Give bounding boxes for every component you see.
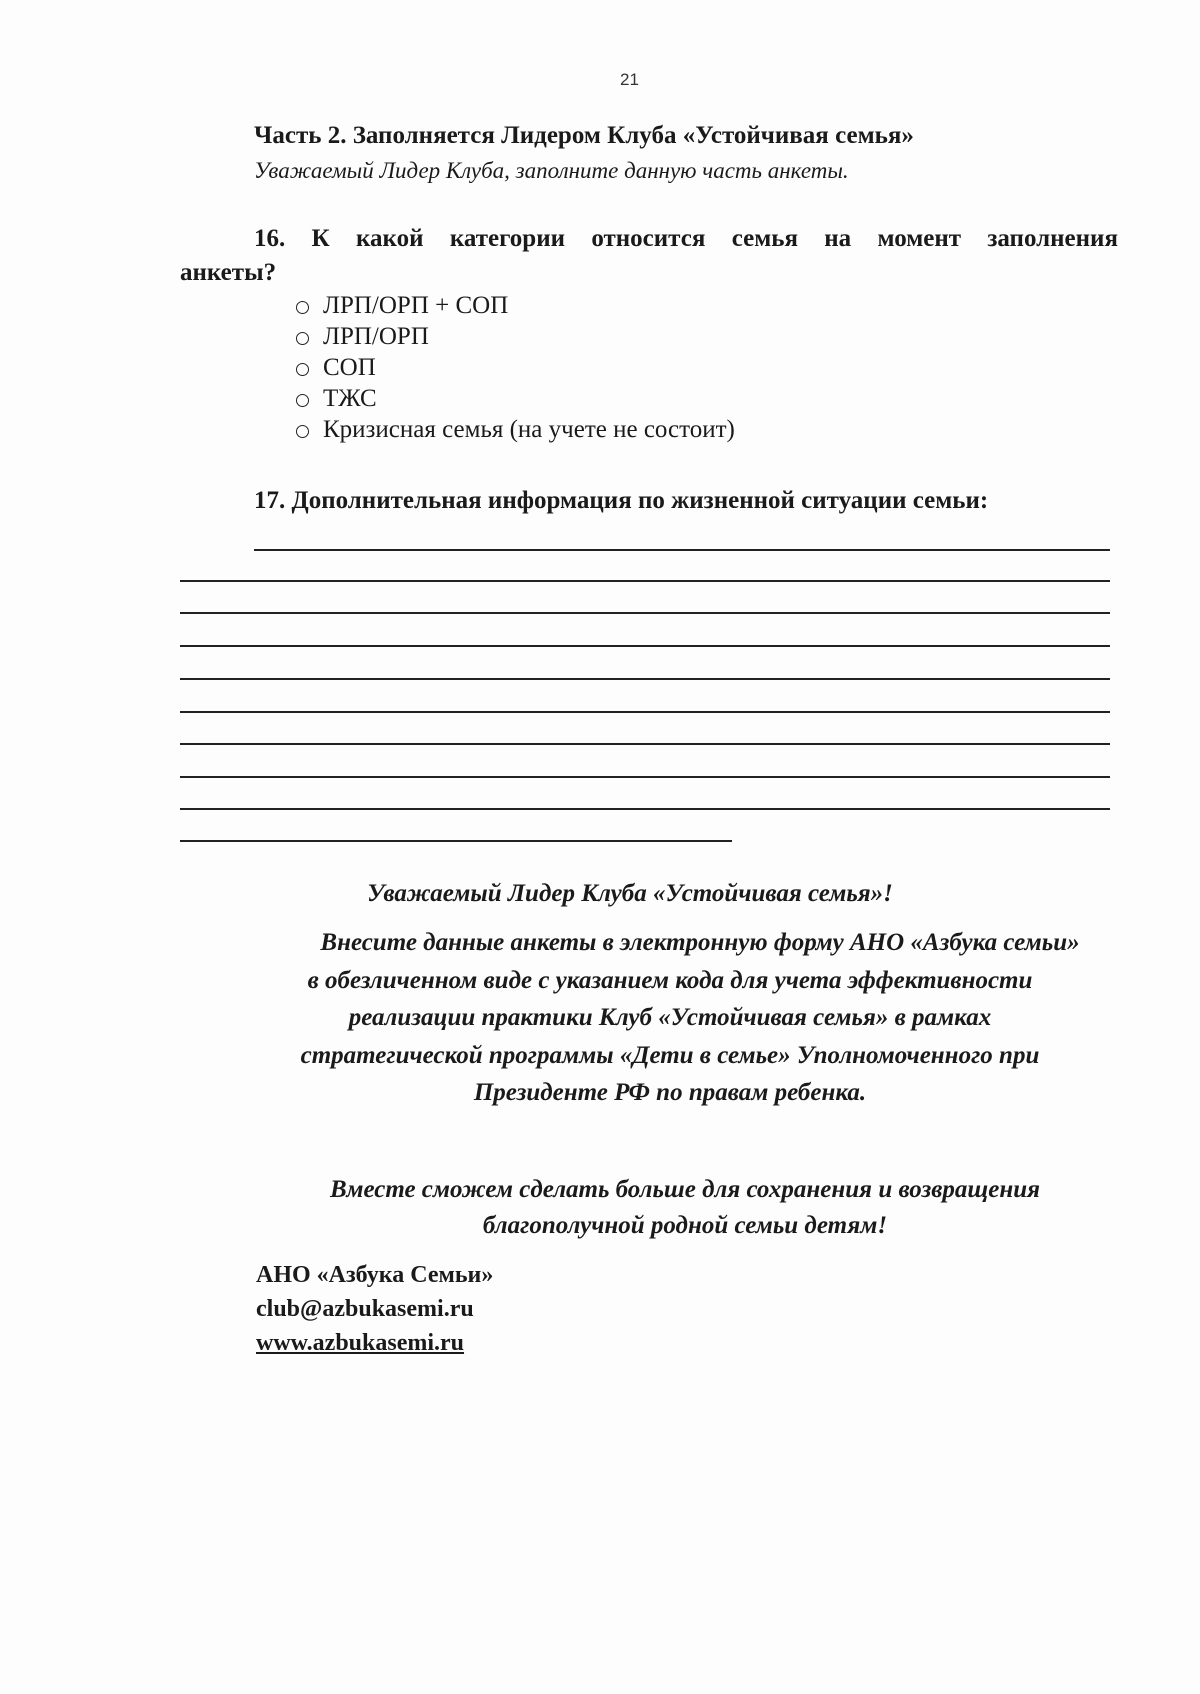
contacts-block (256, 1258, 493, 1360)
answer-line[interactable] (180, 776, 1110, 778)
option-label: ТЖС (323, 385, 377, 412)
appeal-title: Уважаемый Лидер Клуба «Устойчивая семья»! (367, 880, 893, 907)
question-16-text-continued: анкеты? (180, 259, 277, 286)
answer-line[interactable] (180, 711, 1110, 713)
radio-circle-icon[interactable] (296, 332, 309, 345)
answer-line[interactable] (180, 743, 1110, 745)
option-label: ЛРП/ОРП + СОП (323, 292, 509, 319)
option-item[interactable] (296, 414, 735, 445)
answer-line[interactable] (180, 645, 1110, 647)
part-subtitle: Уважаемый Лидер Клуба, заполните данную часть анкеты. (254, 158, 849, 183)
appeal-text (220, 924, 1120, 1112)
question-16-text: 16. К какой категории относится семья на момент заполнения (254, 225, 1118, 252)
answer-line[interactable] (180, 808, 1110, 810)
answer-line[interactable] (254, 549, 1110, 551)
option-item[interactable] (296, 321, 735, 352)
closing-message (250, 1172, 1120, 1244)
email-address[interactable]: club@azbukasemi.ru (256, 1296, 474, 1322)
option-item[interactable] (296, 352, 735, 383)
part-title: Часть 2. Заполняется Лидером Клуба «Устойчивая семья» (254, 122, 914, 149)
closing-line: благополучной родной семьи детям! (482, 1212, 888, 1239)
appeal-line: Внесите данные анкеты в электронную форму АНО «Азбука семьи» (320, 929, 1080, 956)
answer-line[interactable] (180, 612, 1110, 614)
option-label: ЛРП/ОРП (323, 323, 429, 350)
option-label: СОП (323, 354, 376, 381)
radio-circle-icon[interactable] (296, 363, 309, 376)
radio-circle-icon[interactable] (296, 301, 309, 314)
appeal-line: в обезличенном виде с указанием кода для учета эффективности (307, 966, 1033, 994)
answer-line[interactable] (180, 678, 1110, 680)
appeal-line: Президенте РФ по правам ребенка. (473, 1079, 867, 1106)
answer-line[interactable] (180, 580, 1110, 582)
radio-circle-icon[interactable] (296, 394, 309, 407)
closing-line: Вместе сможем сделать больше для сохранения и возвращения (330, 1176, 1040, 1203)
option-item[interactable] (296, 290, 735, 321)
question-17-text: 17. Дополнительная информация по жизненной ситуации семьи: (254, 487, 989, 514)
appeal-line: реализации практики Клуб «Устойчивая семья» в рамках (348, 1004, 992, 1031)
appeal-line: стратегической программы «Дети в семье» Уполномоченного при (300, 1041, 1040, 1069)
option-label: Кризисная семья (на учете не состоит) (323, 416, 735, 443)
page-number: 21 (620, 70, 639, 89)
option-item[interactable] (296, 383, 735, 414)
organization-name: АНО «Азбука Семьи» (256, 1262, 494, 1288)
website-link[interactable]: www.azbukasemi.ru (256, 1330, 465, 1356)
radio-circle-icon[interactable] (296, 425, 309, 438)
answer-line[interactable] (180, 840, 732, 842)
question-16-options (296, 290, 735, 445)
